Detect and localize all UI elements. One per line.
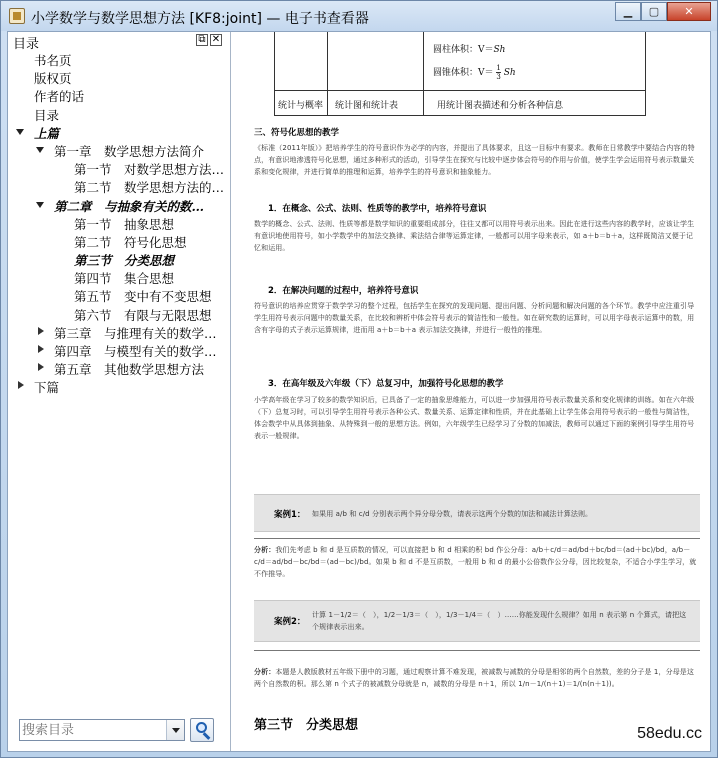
toc-search-input[interactable]: [22, 722, 162, 738]
toc-item[interactable]: 第二节 符号化思想: [74, 234, 187, 250]
paragraph: 数学的概念、公式、法则、性质等都是数学知识的重要组成部分，往往又都可以用符号表示出来。因此在进行这些内容的教学时，应该让学生有意识地使用符号，如小学数学中的加法交换律、乘法结合律等运算定律，一般都可以用字母来表示，如 a＋b＝b＋a，这样既简洁又便于记忆和运用。: [254, 220, 695, 252]
table-cell: 统计与概率: [278, 101, 324, 111]
toc-search-box[interactable]: [19, 719, 185, 741]
toc-item[interactable]: 版权页: [34, 71, 72, 87]
curriculum-table: [274, 32, 646, 116]
table-cell: 统计图和统计表: [335, 101, 399, 111]
formula-cone-value: Sh: [503, 68, 516, 78]
case-text: 如果用 a/b 和 c/d 分别表示两个异分母分数，请表示这两个分数的加法和减法计算法则。: [312, 510, 593, 518]
magnifier-icon: [196, 722, 207, 733]
paragraph: 《标准（2011年版）》把培养学生的符号意识作为必学的内容，并提出了具体要求，且这一目标中有要求。教师在日常教学中要结合内容的特点，有意识地渗透符号化思想，通过多种形式的活动，引导学生在探究与比较中逐步体会符号的作用与价值，使学生学会运用符号表示数量关系和变化规律，并进行简单的推理和运算，培养学生的符号意识和抽象能力。: [254, 144, 695, 176]
close-button[interactable]: ✕: [667, 2, 711, 21]
case-label: 案例1：: [274, 510, 306, 520]
analysis-text: 本题是人教版教材五年级下册中的习题，通过观察计算不难发现，被减数与减数的分母是相邻的两个自然数，差的分子是 1，分母是这两个自然数的积。那么第 n 个式子的被减数分母就是 n，减数的分母是 n＋1，所以 1/n－1/(n＋1)＝1/(n(n＋1))。: [254, 668, 694, 688]
toc-tree: [8, 50, 230, 396]
collapsed-arrow-icon[interactable]: [38, 345, 44, 353]
toc-item[interactable]: 第六节 有限与无限思想: [74, 307, 212, 323]
expand-arrow-icon[interactable]: [36, 147, 44, 153]
toc-header: [8, 32, 230, 50]
collapsed-arrow-icon[interactable]: [38, 327, 44, 335]
toc-item[interactable]: 目录: [34, 107, 60, 123]
formula-cone-label: 圆锥体积：V＝: [433, 68, 494, 78]
case-box: [254, 600, 700, 642]
table-cell: 用统计图表描述和分析各种信息: [437, 101, 564, 111]
subheading: 1．在概念、公式、法则、性质等的教学中，培养符号意识: [268, 204, 487, 214]
case-box: [254, 494, 700, 532]
paragraph: 符号意识的培养应贯穿于数学学习的整个过程，包括学生在探究的发现问题、提出问题、分析问题和解决问题的各个环节。教学中应注重引导学生用符号表示问题中的数量关系，在比较和辨析中体会符号表示的简洁性和一般性。如在研究数的运算时，可以用字母表示运算中的数，用含有字母的式子表示运算规律，进而用 a＋b＝b＋a 表示加法交换律，并进行一般性的推理。: [254, 302, 695, 334]
toc-item[interactable]: 作者的话: [34, 89, 85, 105]
subheading: 3．在高年级及六年级（下）总复习中，加强符号化思想的教学: [268, 379, 504, 389]
maximize-button[interactable]: ▢: [641, 2, 667, 21]
float-panel-button[interactable]: ⧉: [196, 34, 208, 46]
cone-frac-den: 3: [496, 73, 501, 81]
case-text: 计算 1－1/2＝（ ），1/2－1/3＝（ ），1/3－1/4＝（ ）……你能发现什么规律？如用 n 表示第 n 个算式，请把这个规律表示出来。: [312, 611, 687, 631]
toc-item[interactable]: 第五节 变中有不变思想: [74, 289, 212, 305]
watermark: 58edu.cc: [637, 725, 702, 742]
toc-item[interactable]: 第四节 集合思想: [74, 271, 175, 287]
section-heading: 三、符号化思想的教学: [254, 128, 340, 138]
close-panel-button[interactable]: ✕: [211, 34, 221, 45]
magnifier-handle: [203, 732, 211, 740]
toc-item[interactable]: 第二章 与抽象有关的数…: [8, 196, 230, 214]
analysis-paragraph: [254, 544, 700, 580]
expand-arrow-icon[interactable]: [16, 129, 24, 135]
toc-item[interactable]: 上篇: [8, 123, 230, 141]
search-button[interactable]: [190, 718, 214, 742]
toc-title: 目录: [13, 37, 40, 52]
analysis-text: 我们先考虑 b 和 d 是互质数的情况，可以直接把 b 和 d 相乘的积 bd 作公分母：a/b＋c/d＝ad/bd＋bc/bd＝(ad＋bc)/bd，a/b－c/d＝ad/bd－bc/bd＝(ad－bc)/bd。如果 b 和 d 不是互质数，一般用 b 和 d 的最小公倍数作公分母，因比较复杂，不适合小学生学习，就不作推导。: [254, 546, 697, 578]
book-viewer[interactable]: [232, 32, 710, 751]
analysis-label: 分析：: [254, 546, 276, 554]
toc-item[interactable]: 第二节 数学思想方法的…: [74, 180, 225, 196]
formula-cylinder-value: Sh: [493, 45, 506, 55]
toc-item[interactable]: 第三章 与推理有关的数学…: [8, 323, 230, 341]
toc-panel: [8, 32, 231, 751]
analysis-paragraph: [254, 666, 700, 690]
collapsed-arrow-icon[interactable]: [38, 363, 44, 371]
case-label: 案例2：: [274, 617, 306, 627]
formula-cylinder-label: 圆柱体积：V＝: [433, 45, 494, 55]
toc-item[interactable]: 第四章 与模型有关的数学…: [8, 341, 230, 359]
ebook-app-icon: [9, 8, 25, 24]
collapsed-arrow-icon[interactable]: [18, 381, 24, 389]
expand-arrow-icon[interactable]: [36, 202, 44, 208]
toc-item[interactable]: 第一节 抽象思想: [74, 216, 175, 232]
toc-item[interactable]: 第一章 数学思想方法简介: [8, 141, 230, 159]
subheading: 2．在解决问题的过程中，培养符号意识: [268, 286, 419, 296]
section-title: 第三节 分类思想: [254, 718, 359, 733]
minimize-button[interactable]: ▁: [615, 2, 641, 21]
paragraph: 小学高年级在学习了较多的数学知识后，已具备了一定的抽象思维能力，可以进一步加强用符号表示数量关系和变化规律的训练。如在六年级（下）总复习时，可以引导学生用符号表示各种公式、数量关系、运算定律和性质，并在此基础上让学生体会用符号表示的一般性与简洁性，体会数学中从具体到抽象、从特殊到一般的思想方法。例如，六年级学生已经学习了分数的加减法，教师可以通过下面的案例引导学生用符号表示一般规律。: [254, 396, 695, 440]
window-title: 小学数学与数学思想方法 [KF8:joint] — 电子书查看器: [31, 11, 369, 27]
toc-item[interactable]: 书名页: [34, 53, 72, 68]
analysis-label: 分析：: [254, 668, 276, 676]
client-area: [7, 31, 711, 752]
search-history-dropdown[interactable]: [166, 720, 184, 740]
toc-item[interactable]: 第一节 对数学思想方法…: [74, 162, 225, 178]
title-bar[interactable]: [1, 1, 717, 31]
toc-item[interactable]: 下篇: [8, 377, 230, 395]
toc-item[interactable]: 第五章 其他数学思想方法: [8, 359, 230, 377]
toc-item-current[interactable]: 第三节 分类思想: [74, 253, 175, 269]
cone-frac-num: 1: [496, 64, 501, 72]
